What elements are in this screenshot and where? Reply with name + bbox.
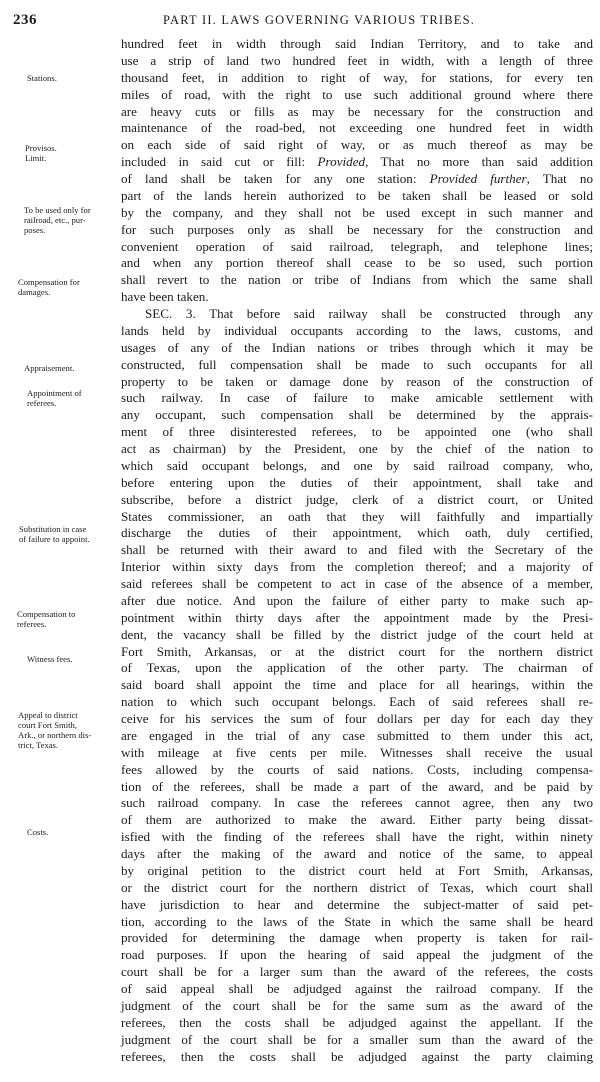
text-line: hundred feet in width through said Indian Territory, and to take and xyxy=(121,36,593,51)
page-number: 236 xyxy=(13,12,37,28)
text-line: convenient operation of said railroad, telegraph, and telephone lines; xyxy=(121,238,593,254)
text-line: tion, according to the laws of the State in which the same shall be heard xyxy=(121,913,593,929)
margin-note-text: Substitution in case of failure to appoint. xyxy=(19,524,90,544)
text-line: Interior within sixty days from the completion thereof; and a majority of xyxy=(121,559,593,575)
text-line: referees, then the costs shall be adjudged against the appellant. If the xyxy=(121,1014,593,1030)
margin-note xyxy=(25,143,57,163)
text-line: States commissioner, an oath that they will faithfully and impartially xyxy=(121,508,593,524)
text-line: referees, then the costs shall be adjudged against the party claiming xyxy=(121,1048,593,1064)
text-line: any occupant, such compensation shall be determined by the apprais- xyxy=(121,407,593,423)
text-line: on each side of said right of way, or as much thereof as may be xyxy=(121,137,593,153)
text-line: act as chairman) by the President, one by the chief of the nation to xyxy=(121,441,593,456)
text-line: pointment within thirty days after the appointment made by the Presi- xyxy=(121,609,593,625)
text-line: by the company, and they shall not be used except in such manner and xyxy=(121,204,593,220)
text-line: maintenance of the road-bed, not exceeding one hundred feet in width xyxy=(121,120,593,136)
text-line: and when any portion thereof shall cease to be so used, such portion xyxy=(121,255,593,271)
text-line: Fort Smith, Arkansas, or at the district court for the northern district xyxy=(121,643,593,659)
margin-note-text: Compensation for damages. xyxy=(18,277,80,297)
text-line: usages of any of the Indian nations or tribes through which it may be xyxy=(121,339,593,355)
margin-note xyxy=(27,654,72,664)
text-line: miles of road, with the right to use such additional ground where there xyxy=(121,86,593,102)
text-line: dent, the vacancy shall be filled by the district judge of the court held at xyxy=(121,626,593,642)
text-line: for such purposes only as shall be necessary for the construction and xyxy=(121,221,593,237)
margin-note-text: Costs. xyxy=(27,827,49,837)
text-line: ceive for his services the sum of four dollars per day for each day they xyxy=(121,711,593,726)
text-line: of them are authorized to make the award. Either party being dissat- xyxy=(121,812,593,828)
margin-note xyxy=(19,524,90,544)
margin-note xyxy=(27,827,48,837)
text-line: thousand feet, in addition to right of way, for stations, for every ten xyxy=(121,69,593,85)
running-head: PART II. LAWS GOVERNING VARIOUS TRIBES. xyxy=(163,13,476,27)
text-line: are heavy cuts or fills as may be necessary for the construction and xyxy=(121,103,593,119)
section-heading-line: SEC. 3. That before said railway shall be constructed through any xyxy=(145,306,593,321)
text-line: subscribe, before a district judge, clerk of a district court, or United xyxy=(121,491,593,507)
text-line: have jurisdiction to hear and determine the subject-matter of said pet- xyxy=(121,896,593,912)
text-line: which said occupant belongs, and one by said railroad company, who, xyxy=(121,457,593,473)
margin-note-text: Provisos. Limit. xyxy=(25,143,57,163)
text-line: lands held by individual occupants according to the laws, customs, and xyxy=(121,322,593,338)
text-line: before entering upon the duties of their appointment, shall take and xyxy=(121,474,593,490)
text-line: judgment of the court shall be for a smaller sum than the award of the xyxy=(121,1031,593,1047)
text-line: tion of the referees, shall be made a part of the award, and be paid by xyxy=(121,778,593,794)
text-line: by original petition to the district court held at Fort Smith, Arkansas, xyxy=(121,862,593,878)
text-line: are engaged in the trial of any case submitted to them under this act, xyxy=(121,727,593,743)
text-line: fees allowed by the courts of said nations. Costs, including compensa- xyxy=(121,761,593,777)
margin-note xyxy=(18,277,80,297)
text-line: court shall be for a larger sum than the award of the referees, the costs xyxy=(121,964,593,980)
text-line: of land shall be taken for any one station: Provided further, That no xyxy=(121,171,593,186)
text-line: with mileage at five cents per mile. Witnesses shall receive the usual xyxy=(121,744,593,760)
margin-note xyxy=(27,388,82,408)
margin-note xyxy=(17,609,75,629)
text-line: shall be returned with their award to and filed with the Secretary of the xyxy=(121,542,593,558)
text-line: part of the lands herein authorized to be taken shall be leased or sold xyxy=(121,187,593,203)
text-line: isfied with the finding of the referees shall have the right, within ninety xyxy=(121,829,593,845)
margin-note xyxy=(24,205,91,235)
text-line: or the district court for the northern district of Texas, which court shall xyxy=(121,879,593,895)
text-line: said board shall appoint the time and place for all hearings, within the xyxy=(121,677,593,693)
text-line: use a strip of land two hundred feet in width, with a length of three xyxy=(121,52,593,68)
text-line: property to be taken or damage done by reason of the construction of xyxy=(121,373,593,389)
text-line: provided for determining the damage when property is taken for rail- xyxy=(121,930,593,946)
text-line: of Texas, upon the application of the other party. The chairman of xyxy=(121,660,593,676)
margin-note-text: Appointment of referees. xyxy=(27,388,82,408)
text-line: discharge the duties of their appointment, which oath, duly certified, xyxy=(121,525,593,541)
text-line: judgment of the court shall be for the same sum as the award of the xyxy=(121,997,593,1013)
text-line: of said appeal shall be adjudged against the railroad company. If the xyxy=(121,981,593,996)
text-line: such railroad company. In case the referees cannot agree, then any two xyxy=(121,795,593,811)
margin-note xyxy=(27,73,57,83)
text-line: nation to which such occupant belongs. Each of said referees shall re- xyxy=(121,694,593,710)
proviso-keyword: Provided further xyxy=(429,171,527,186)
proviso-keyword: Provided xyxy=(317,154,366,170)
text-line: days after the making of the award and notice of the same, to appeal xyxy=(121,846,593,861)
margin-note-text: Compensation to referees. xyxy=(17,609,76,629)
margin-notes xyxy=(0,0,122,953)
statute-text xyxy=(121,36,593,1064)
text-line: have been taken. xyxy=(121,289,209,305)
margin-note xyxy=(24,363,74,373)
text-line: shall revert to the nation or tribe of Indians from which the same shall xyxy=(121,272,593,288)
text-line: said referees shall be competent to act in case of the absence of a member, xyxy=(121,576,593,591)
text-line: ment of three disinterested referees, to be appointed one (who shall xyxy=(121,424,593,440)
margin-note xyxy=(18,710,91,750)
text-line: constructed, full compensation shall be made to such occupants for all xyxy=(121,356,593,372)
text-line: after due notice. And upon the failure of either party to make such ap- xyxy=(121,592,593,608)
text-line: such railway. In case of failure to make amicable settlement with xyxy=(121,390,593,406)
text-line xyxy=(121,1065,593,1082)
margin-note-text: Appeal to district court Fort Smith, Ark., or northern dis- trict, Texas. xyxy=(18,710,92,750)
text-line: included in said cut or fill: Provided, That no more than said addition xyxy=(121,154,593,170)
margin-note-text: Witness fees. xyxy=(27,654,73,664)
text-line: road purposes. If upon the hearing of said appeal the judgment of the xyxy=(121,947,593,963)
margin-note-text: To be used only for railroad, etc., pur- poses. xyxy=(24,205,91,235)
margin-note-text: Stations. xyxy=(27,73,57,83)
margin-note-text: Appraisement. xyxy=(24,363,75,373)
